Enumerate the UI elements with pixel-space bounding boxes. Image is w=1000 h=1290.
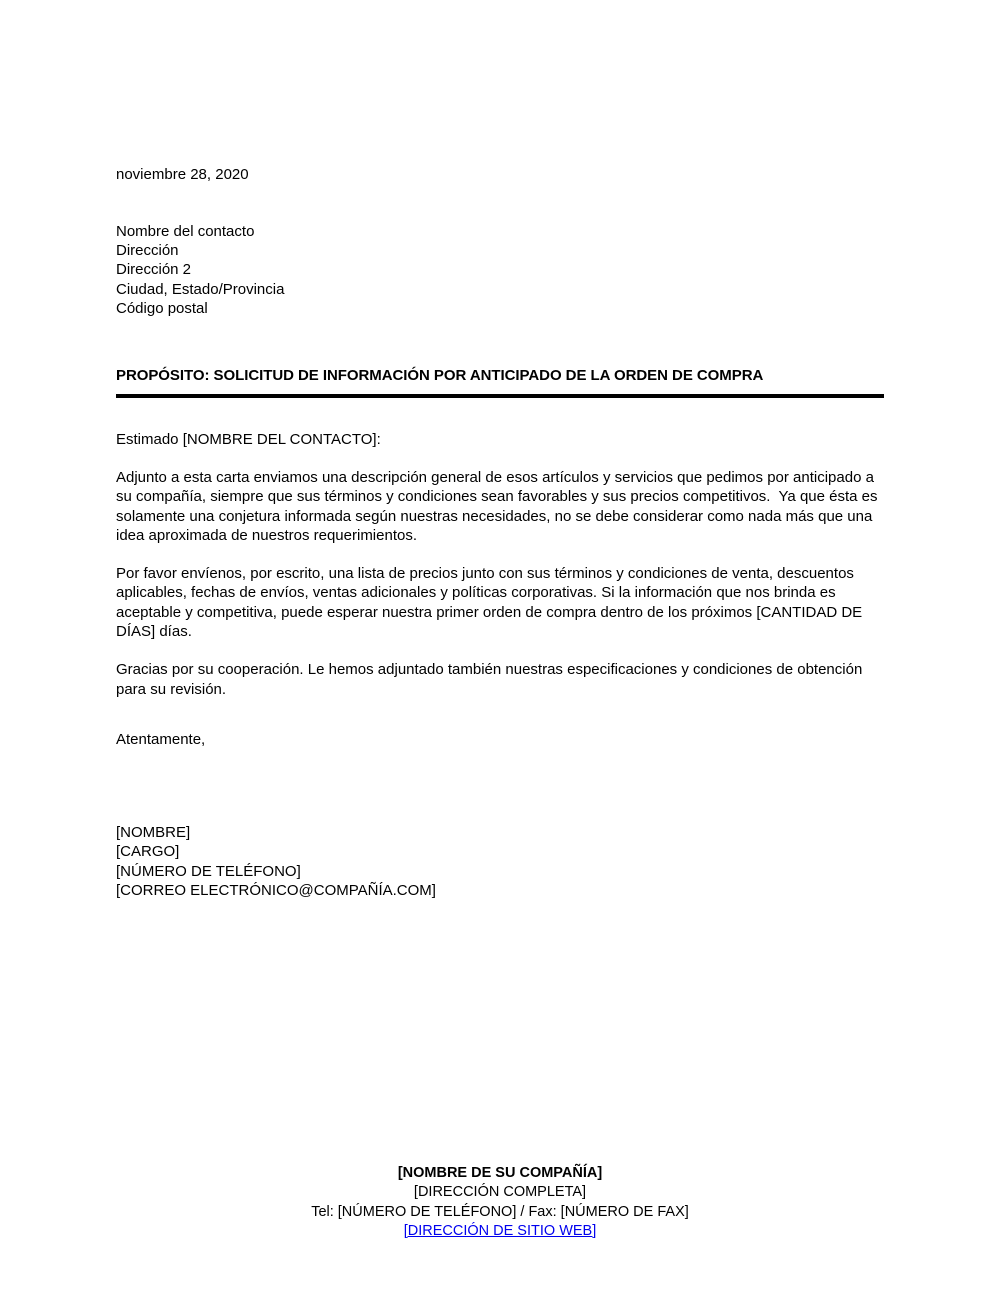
footer-company-name: [NOMBRE DE SU COMPAÑÍA] — [397, 1165, 603, 1181]
signature-line: [NÚMERO DE TELÉFONO] — [116, 862, 301, 880]
footer-website-link-wrap — [0, 1222, 1000, 1241]
paragraph: Adjunto a esta carta enviamos una descripción general de esos artículos y servicios que pedimos por anticipado a su compañía, siempre que sus términos y condiciones sean favorables y sus precios competitivos. Ya que ésta es solamente una conjetura informada según nuestras necesidades, no se debe considerar como nada más que una idea aproximada de nuestros requerimientos. — [116, 469, 882, 544]
closing-line: Atentamente, — [116, 731, 206, 748]
letter-date: noviembre 28, 2020 — [116, 166, 249, 183]
horizontal-rule — [116, 394, 884, 398]
recipient-line: Nombre del contacto — [116, 223, 255, 240]
footer-address: [DIRECCIÓN COMPLETA] — [413, 1184, 587, 1201]
page-footer — [0, 1164, 1000, 1241]
salutation: Estimado [NOMBRE DEL CONTACTO]: — [116, 431, 381, 448]
recipient-line: Código postal — [116, 299, 208, 317]
subject-section — [116, 366, 884, 398]
recipient-address-block — [116, 222, 284, 318]
signature-line: [CORREO ELECTRÓNICO@COMPAÑÍA.COM] — [116, 881, 436, 899]
subject-heading: PROPÓSITO: SOLICITUD DE INFORMACIÓN POR ANTICIPADO DE LA ORDEN DE COMPRA — [116, 367, 764, 384]
letter-paragraphs — [116, 468, 884, 718]
signature-line: [CARGO] — [116, 843, 180, 861]
footer-website-link[interactable]: [DIRECCIÓN DE SITIO WEB] — [403, 1222, 597, 1239]
recipient-line: Dirección — [116, 242, 179, 260]
recipient-line: Dirección 2 — [116, 261, 192, 279]
paragraph: Por favor envíenos, por escrito, una lista de precios junto con sus términos y condiciones de venta, descuentos aplicables, fechas de envíos, ventas adicionales y políticas corporativas. Si la información que nos brinda es aceptable y competitiva, puede esperar nuestra primer orden de compra dentro de los próximos [CANTIDAD DE DÍAS] días. — [116, 565, 867, 641]
paragraph: Gracias por su cooperación. Le hemos adjuntado también nuestras especificaciones y condiciones de obtención para su revisión. — [116, 661, 867, 698]
recipient-line: Ciudad, Estado/Provincia — [116, 280, 285, 298]
footer-phone-fax: Tel: [NÚMERO DE TELÉFONO] / Fax: [NÚMERO DE FAX] — [311, 1203, 689, 1220]
signature-block — [116, 823, 436, 900]
signature-line: [NOMBRE] — [116, 824, 191, 841]
